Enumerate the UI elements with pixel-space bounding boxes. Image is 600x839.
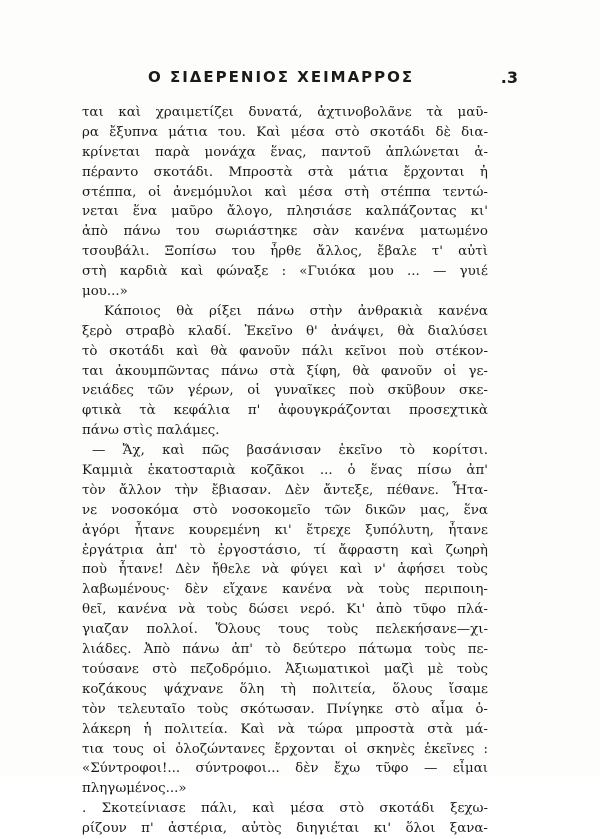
text-line: ται καὶ χραιμετίζει δυνατά, ἀχτινοβολᾶνε τὰ μαῦ- <box>82 105 488 120</box>
text-line: ἐργάτρια ἀπ' τὸ ἐργοστάσιο, τί ἄφραστη καὶ ζωηρὴ <box>82 542 488 558</box>
text-line: κρίνεται παρὰ μονάχα ἕνας, παντοῦ ἁπλώνεται ἀ- <box>82 144 488 160</box>
text-line: νεται ἕνα μαῦρο ἄλογο, πλησιάσε καλπάζοντας κι' <box>82 204 488 220</box>
text-line: ρίζουν π' ἀστέρια, αὐτὸς διηγιέται κι' ὅλοι ξανα- <box>82 821 488 837</box>
text-line: ται ἀκουμπῶντας πάνω στὰ ξίφη, θὰ φανοῦν οἱ γε- <box>82 363 488 379</box>
body-text <box>82 103 488 839</box>
text-line: στὴ καρδιὰ καὶ φώναξε : «Γυιόκα μου ... — γυιέ <box>82 264 488 280</box>
text-line: τὸ σκοτάδι καὶ θὰ φανοῦν πάλι κεῖνοι ποὺ στέκον- <box>82 343 488 359</box>
text-line: στέππα, οἱ ἀνεμόμυλοι καὶ μέσα στὴ στέππα τεντώ- <box>82 184 488 200</box>
text-line: νειάδες τῶν γέρων, οἱ γυναῖκες ποὺ σκῦβουν σκε- <box>82 383 488 399</box>
text-line: λαβωμένους· δὲν εἴχανε κανένα νὰ τοὺς περιποιη- <box>82 582 488 598</box>
text-line: τὸν τελευταῖο τοὺς σκότωσαν. Πνίγηκε στὸ αἷμα ὁ- <box>82 701 488 717</box>
text-line: Κάποιος θὰ ρίξει πάνω στὴν ἀνθρακιὰ κανένα <box>104 303 488 319</box>
text-line: «Σύντροφοι!... σύντροφοι... δὲν ἔχω τῦφο — εἶμαι <box>82 761 488 777</box>
text-line: ἀγόρι ἦτανε κουρεμένη κι' ἔτρεχε ξυπόλυτη, ἦτανε <box>82 522 488 538</box>
text-line: ἀπὸ πάνω του σωριάστηκε σὰν κανένα ματωμένο <box>82 224 488 240</box>
text-line: πληγωμένος...» <box>82 781 187 797</box>
text-line: θεῖ, κανένα νὰ τοὺς δώσει νερό. Κι' ἀπὸ τῦφο πλά- <box>82 602 488 618</box>
text-line: κοζάκους ψάχνανε ὅλη τὴ πολιτεία, ὅλους ἴσαμε <box>82 681 488 697</box>
text-line: γιαζαν πολλοί. Ὅλους τους τοὺς πελεκήσανε—χι- <box>82 622 488 638</box>
text-line: ρα ἔξυπνα μάτια του. Καὶ μέσα στὸ σκοτάδι δὲ δια- <box>82 124 488 140</box>
page-number: .3 <box>500 68 518 87</box>
text-line: τὸν ἄλλον τὴν ἔβιασαν. Δὲν ἄντεξε, πέθανε. Ἦτα- <box>82 482 488 498</box>
running-title: Ο ΣΙΔΕΡΕΝΙΟΣ ΧΕΙΜΑΡΡΟΣ <box>148 68 415 86</box>
text-line: πέραντο σκοτάδι. Μπροστὰ στὰ μάτια ἔρχονται ἡ <box>82 164 488 180</box>
text-line: — Ἄχ, καὶ πῶς βασάνισαν ἐκεῖνο τὸ κορίτσι. <box>92 443 488 459</box>
text-line: ποὺ ἦτανε! Δὲν ἤθελε νὰ φύγει καὶ ν' ἀφήσει τοὺς <box>82 562 488 578</box>
text-line: τσουβάλι. Ξοπίσω του ἦρθε ἄλλος, ἔβαλε τ' αὐτὶ <box>82 244 488 260</box>
text-line: λάκερη ἡ πολιτεία. Καὶ νὰ τώρα μπροστὰ στὰ μά- <box>82 721 488 737</box>
text-line: τούσανε στὸ πεζοδρόμιο. Ἀξιωματικοὶ μαζὶ μὲ τοὺς <box>82 661 488 677</box>
text-line: Καμμιὰ ἑκατοσταριὰ κοζᾶκοι ... ὁ ἕνας πίσω ἀπ' <box>82 463 488 479</box>
text-line: . Σκοτείνιασε πάλι, καὶ μέσα στὸ σκοτάδι ξεχω- <box>82 801 488 817</box>
text-line: τια τους οἱ ὁλοζώντανες ἔρχονται οἱ σκηνὲς ἐκεῖνες : <box>82 741 488 757</box>
text-line: νε νοσοκόμα στὸ νοσοκομεῖο τῶν δικῶν μας, ἕνα <box>82 502 488 518</box>
text-line: φτικὰ τὰ κεφάλια π' ἀφουγκράζονται προσεχτικὰ <box>82 403 488 419</box>
text-line: πάνω στὶς παλάμες. <box>82 423 220 439</box>
text-line: μου...» <box>82 284 128 300</box>
text-line: ξερὸ στραβὸ κλαδί. Ἐκεῖνο θ' ἀνάψει, θὰ διαλύσει <box>82 323 488 339</box>
page-header <box>88 68 518 90</box>
text-line: λιάδες. Ἀπὸ πάνω ἀπ' τὸ δεύτερο πάτωμα τοὺς πε- <box>82 642 488 658</box>
